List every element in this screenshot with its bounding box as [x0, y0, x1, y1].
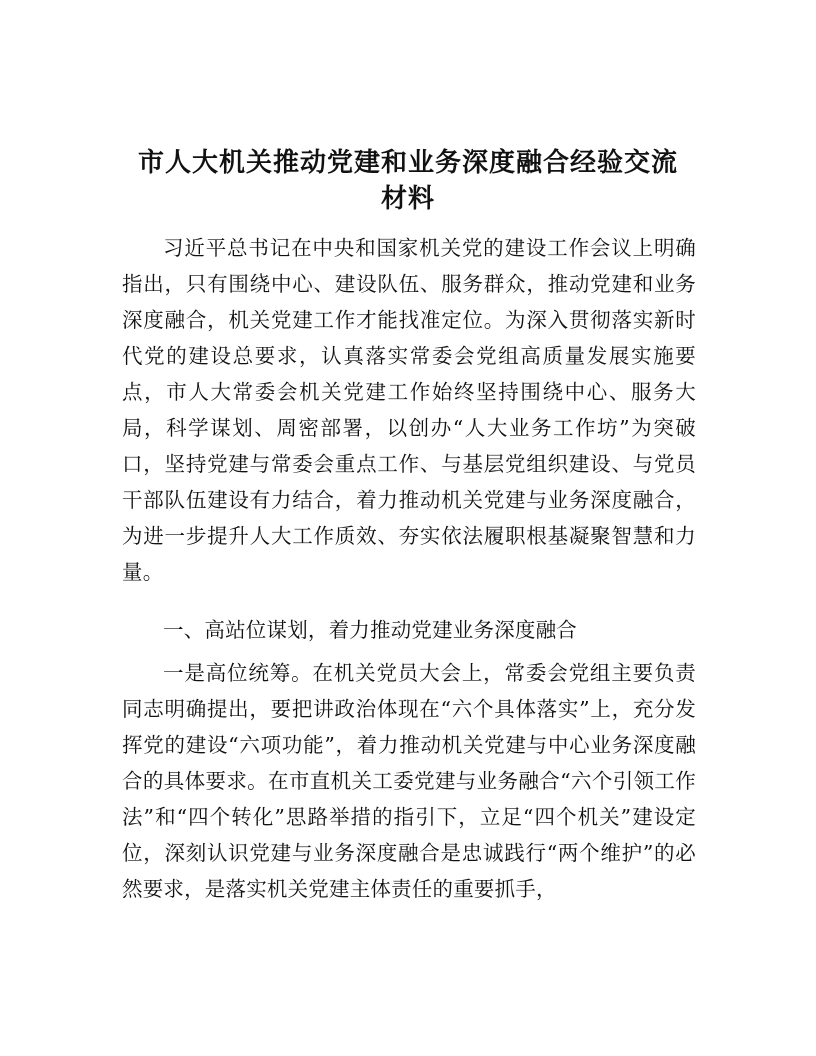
paragraph-section-1: 一是高位统筹。在机关党员大会上，常委会党组主要负责同志明确提出，要把讲政治体现在“六个具体落实”上，充分发挥党的建设“六项功能”，着力推动机关党建与中心业务深度融合的具体要求。在市直机关工委党建与业务融合“六个引领工作法”和“四个转化”思路举措的指引下，立足“四个机关”建设定位，深刻认识党建与业务深度融合是忠诚践行“两个维护”的必然要求，是落实机关党建主体责任的重要抓手， — [122, 661, 696, 901]
paragraph-intro: 习近平总书记在中央和国家机关党的建设工作会议上明确指出，只有围绕中心、建设队伍、服务群众，推动党建和业务深度融合，机关党建工作才能找准定位。为深入贯彻落实新时代党的建设总要求，认真落实常委会党组高质量发展实施要点，市人大常委会机关党建工作始终坚持围绕中心、服务大局，科学谋划、周密部署，以创办“人大业务工作坊”为突破口，坚持党建与常委会重点工作、与基层党组织建设、与党员干部队伍建设有力结合，着力推动机关党建与业务深度融合，为进一步提升人大工作质效、夯实依法履职根基凝聚智慧和力量。 — [122, 236, 696, 584]
document-title-line-2: 材料 — [380, 184, 435, 214]
section-heading-1: 一、高站位谋划，着力推动党建业务深度融合 — [163, 618, 577, 642]
document-title-line-1: 市人大机关推动党建和业务深度融合经验交流 — [137, 148, 678, 178]
